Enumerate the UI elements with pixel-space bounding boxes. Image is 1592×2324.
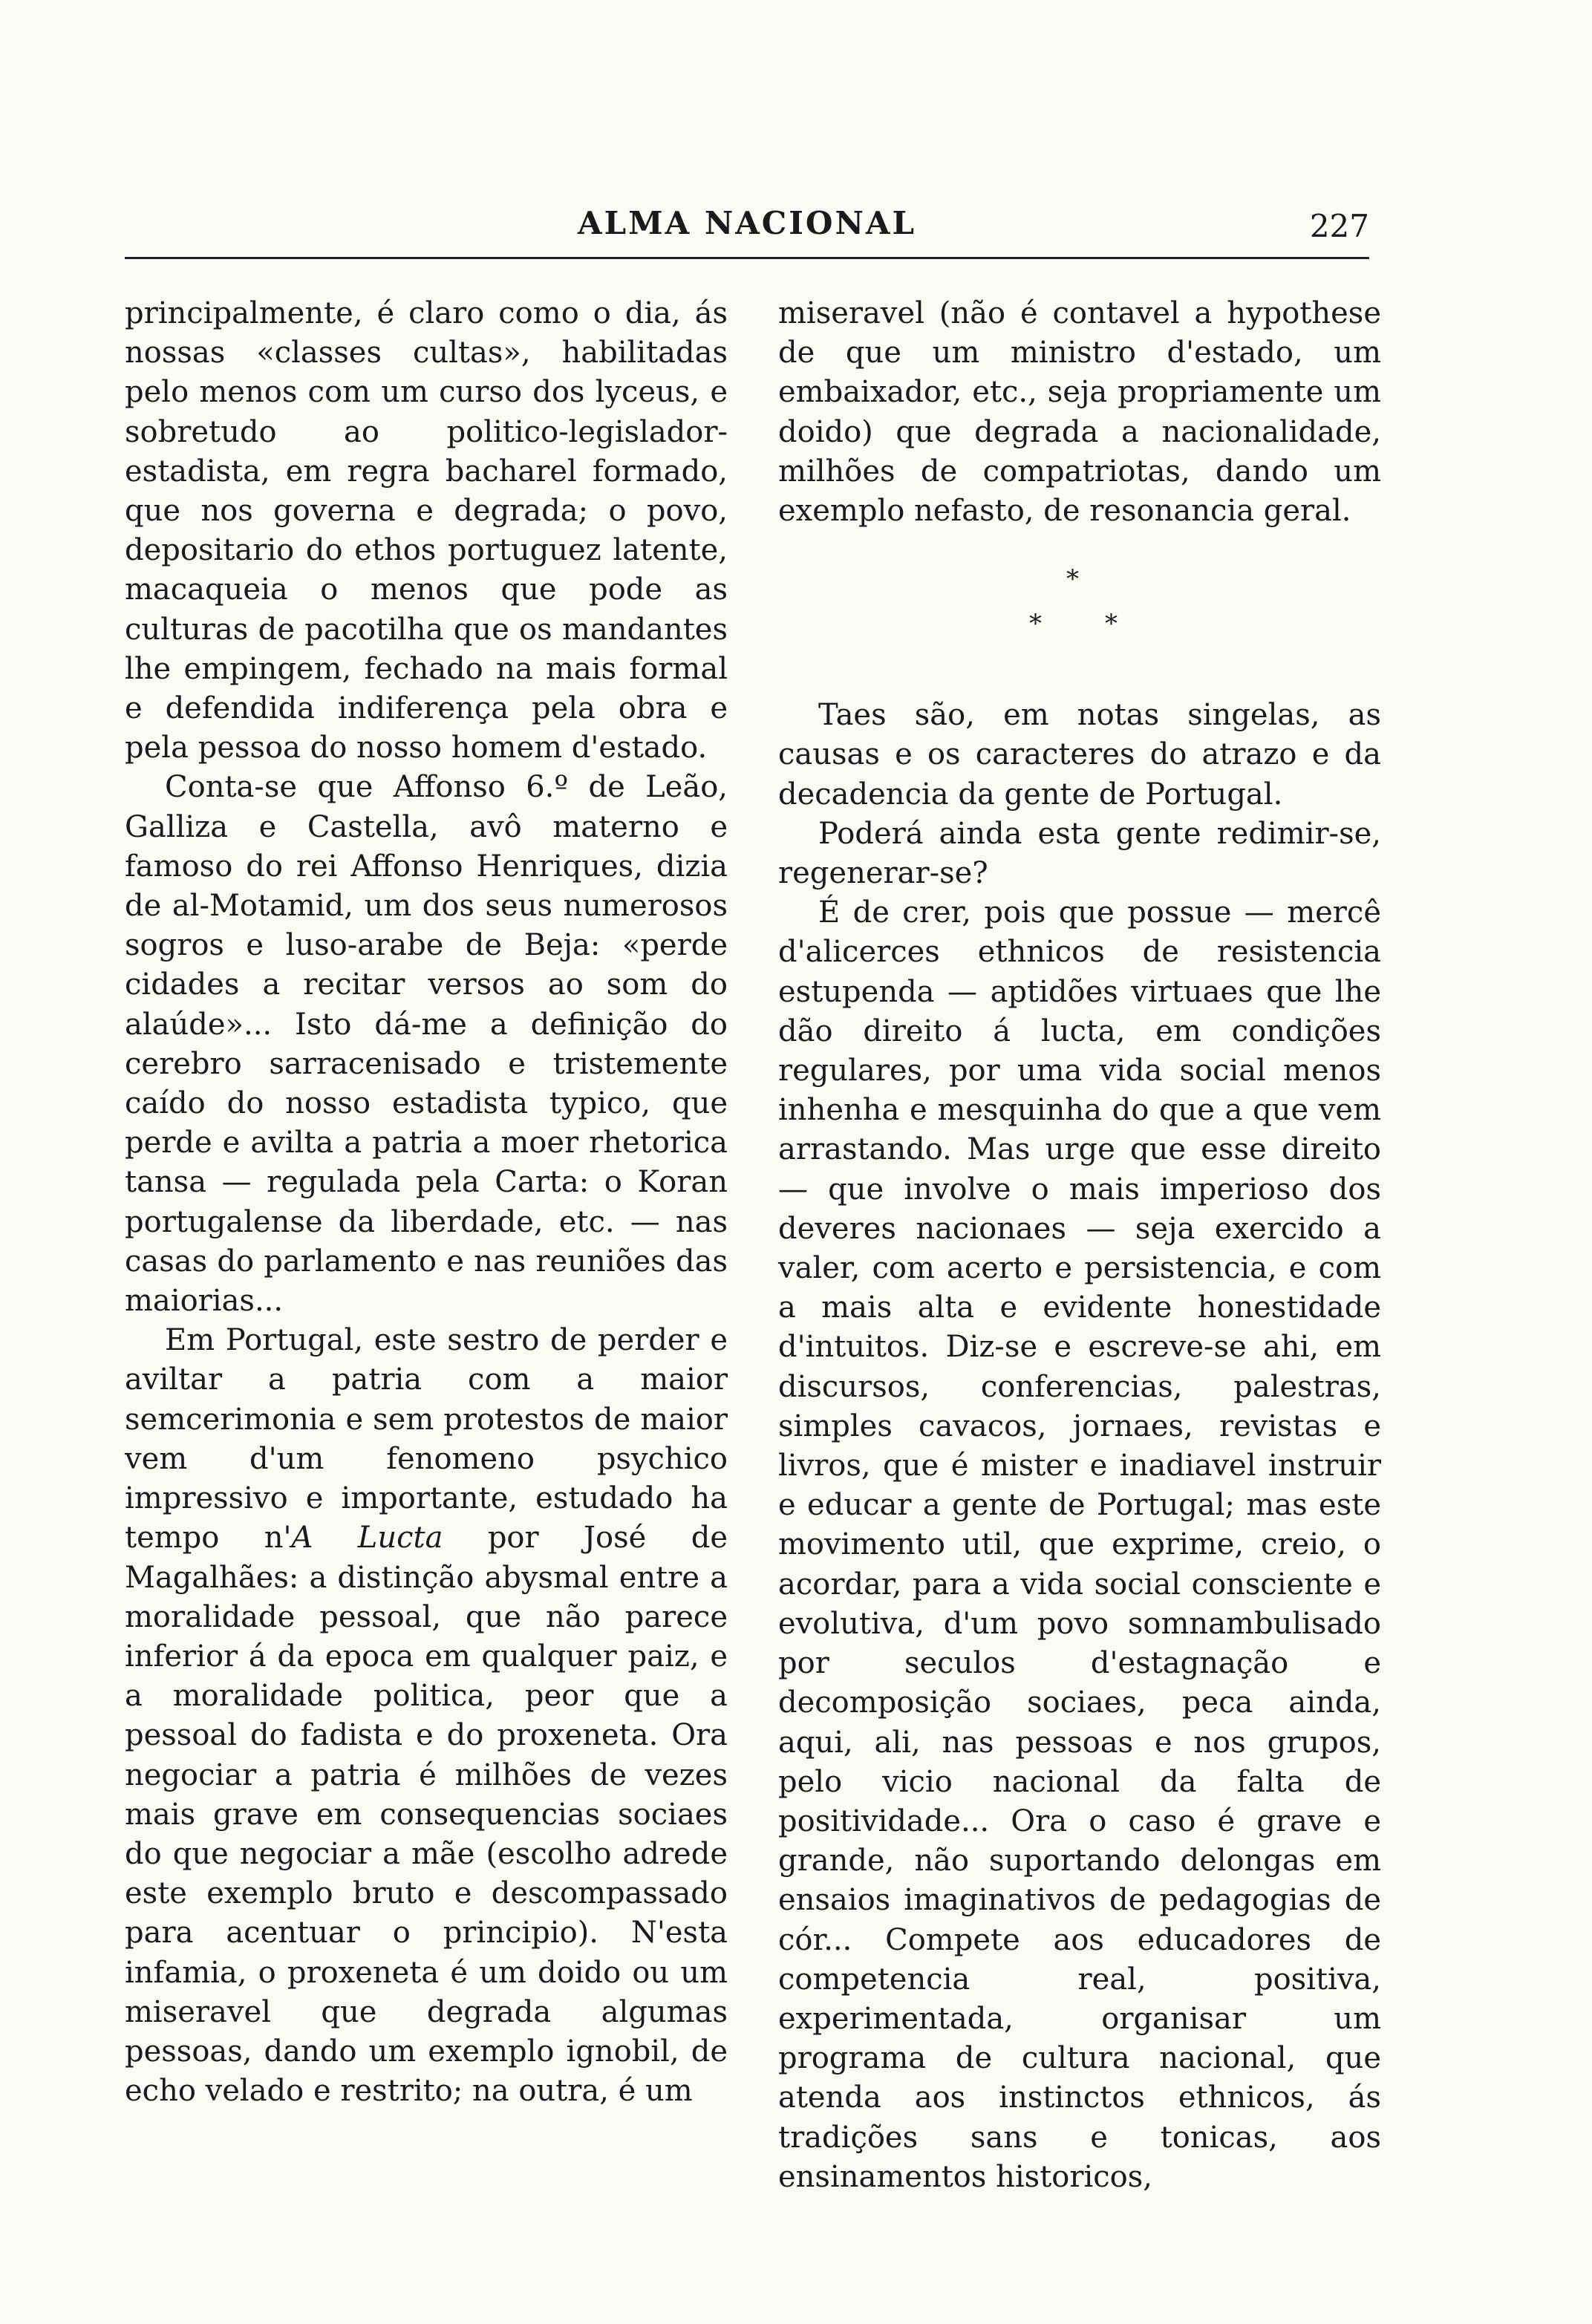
running-head: ALMA NACIONAL	[578, 205, 916, 241]
paragraph: Taes são, em notas singelas, as causas e os caracteres do atrazo e da decadencia da gente de Portugal.	[778, 698, 1381, 812]
paragraph: Conta-se que Affonso 6.º de Leão, Galliza e Castella, avô materno e famoso do rei Affonso Henriques, dizia de al-Motamid, um dos seus numerosos sogros e luso-arabe de Beja: «perde cidades a recitar versos ao som do alaúde»... Isto dá-me a definição do cerebro sarracenisado e tristemente caído do nosso estadista typico, que perde e avilta a patria a moer rhetorica tansa — regulada pela Carta: o Koran portugalense da liberdade, etc. — nas casas do parlamento e nas reuniões das maiorias...	[125, 770, 728, 1319]
journal-title: A Lucta	[291, 1521, 443, 1556]
paragraph: Poderá ainda esta gente redimir-se, regenerar-se?	[778, 816, 1381, 891]
asterism	[778, 538, 1381, 696]
paragraph	[125, 1321, 728, 2111]
text-run: Em Portugal, este sestro de perder e aviltar a patria com a maior semcerimonia e sem protestos de maior vem d'um fenomeno psychico impressivo e importante, estudado ha tempo n'	[125, 1323, 728, 1556]
paragraph: miseravel (não é contavel a hypothese de que um ministro d'estado, um embaixador, etc., seja propriamente um doido) que degrada a nacionalidade, milhões de compatriotas, dando um exemplo nefasto, de resonancia geral.	[778, 296, 1381, 529]
page-number: 227	[1309, 208, 1369, 244]
paragraph: principalmente, é claro como o dia, ás nossas «classes cultas», habilitadas pelo menos com um curso dos lyceus, e sobretudo ao politico-legislador-estadista, em regra bacharel formado, que nos governa e degrada; o povo, depositario do ethos portuguez latente, macaqueia o menos que pode as culturas de pacotilha que os mandantes lhe empingem, fechado na mais formal e defendida indiferença pela obra e pela pessoa do nosso homem d'estado.	[125, 296, 728, 766]
asterism-star: *	[1029, 609, 1042, 639]
right-column	[778, 294, 1381, 2197]
paragraph: É de crer, pois que possue — mercê d'alicerces ethnicos de resistencia estupenda — aptidões virtuaes que lhe dão direito á lucta, em condições regulares, por uma vida social menos inhenha e mesquinha do que a que vem arrastando. Mas urge que esse direito — que involve o mais imperioso dos deveres nacionaes — seja exercido a valer, com acerto e persistencia, e com a mais alta e evidente honestidade d'intuitos. Diz-se e escreve-se ahi, em discursos, conferencias, palestras, simples cavacos, jornaes, revistas e livros, que é mister e inadiavel instruir e educar a gente de Portugal; mas este movimento util, que exprime, creio, o acordar, para a vida social consciente e evolutiva, d'um povo somnambulisado por seculos d'estagnação e decomposição sociaes, peca ainda, aqui, ali, nas pessoas e nos grupos, pelo vicio nacional da falta de positividade... Ora o caso é grave e grande, não suportando delongas em ensaios imaginativos de pedagogias de cór... Compete aos educadores de competencia real, positiva, experimentada, organisar um programa de cultura nacional, que atenda aos instinctos ethnicos, ás tradições sans e tonicas, aos ensinamentos historicos,	[778, 895, 1381, 2194]
asterism-star: *	[1066, 564, 1079, 595]
asterism-star: *	[1105, 609, 1118, 639]
header-rule	[125, 257, 1369, 259]
text-run: por José de Magalhães: a distinção abysmal entre a moralidade pessoal, que não parece inferior á da epoca em qualquer paiz, e a moralidade politica, peor que a pessoal do fadista e do proxeneta. Ora negociar a patria é milhões de vezes mais grave em consequencias sociaes do que negociar a mãe (escolho adrede este exemplo bruto e descompassado para acentuar o principio). N'esta infamia, o proxeneta é um doido ou um miseravel que degrada algumas pessoas, dando um exemplo ignobil, de echo velado e restrito; na outra, é um	[125, 1521, 728, 2109]
left-column	[125, 294, 728, 2111]
page-header	[125, 200, 1369, 260]
